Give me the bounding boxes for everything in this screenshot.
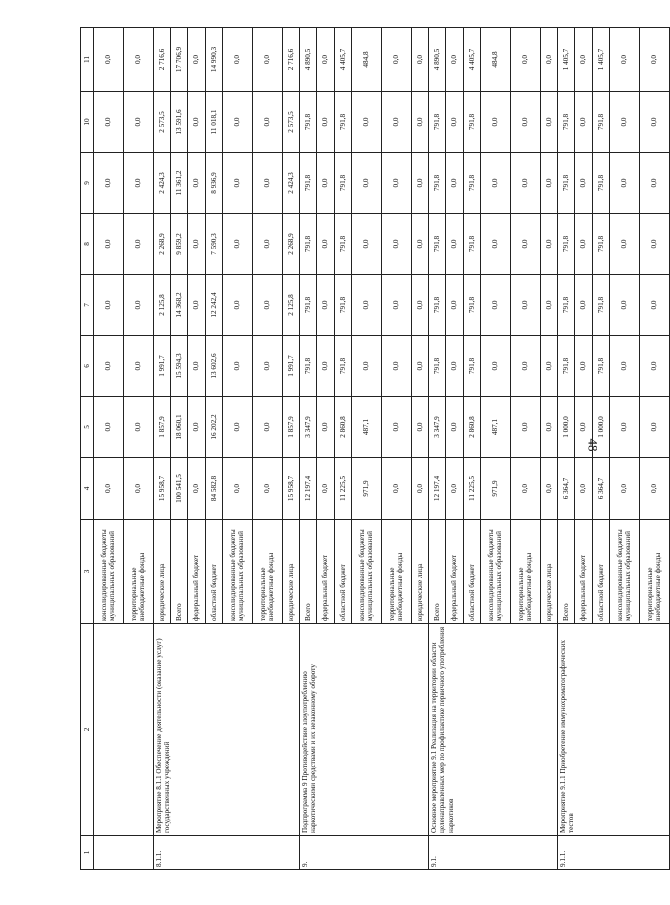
value-cell: 0,0 — [575, 458, 592, 520]
funding-source-cell: консолидированные бюджеты муниципальных образований — [351, 520, 381, 624]
value-cell: 0,0 — [317, 275, 334, 336]
value-cell: 0,0 — [411, 153, 428, 214]
value-cell: 16 202,2 — [205, 397, 222, 458]
value-cell: 791,8 — [558, 92, 575, 153]
funding-source-cell: федеральный бюджет — [317, 520, 334, 624]
header-cell: 3 — [81, 520, 94, 624]
value-cell: 0,0 — [446, 214, 463, 275]
header-cell: 7 — [81, 275, 94, 336]
funding-source-cell: юридические лица — [540, 520, 557, 624]
value-cell: 0,0 — [480, 153, 510, 214]
value-cell: 1 857,9 — [153, 397, 170, 458]
value-cell: 0,0 — [351, 153, 381, 214]
value-cell: 4 405,7 — [463, 28, 480, 92]
name-cell: Мероприятие 8.1.1 Обеспечение деятельности (оказание услуг) государственных учреждений — [153, 624, 299, 836]
value-cell: 0,0 — [510, 458, 540, 520]
value-cell: 0,0 — [609, 214, 639, 275]
value-cell: 12 242,4 — [205, 275, 222, 336]
value-cell: 0,0 — [381, 458, 411, 520]
value-cell: 0,0 — [446, 336, 463, 397]
value-cell: 0,0 — [351, 92, 381, 153]
value-cell: 0,0 — [381, 214, 411, 275]
funding-source-cell: территориальные внебюджетные фонды — [639, 520, 669, 624]
value-cell: 0,0 — [123, 153, 153, 214]
value-cell: 0,0 — [222, 336, 252, 397]
value-cell: 3 347,9 — [429, 397, 446, 458]
header-cell: 5 — [81, 397, 94, 458]
value-cell: 1 405,7 — [558, 28, 575, 92]
value-cell: 791,8 — [429, 336, 446, 397]
value-cell: 0,0 — [411, 92, 428, 153]
value-cell: 791,8 — [463, 92, 480, 153]
value-cell: 17 706,9 — [171, 28, 188, 92]
value-cell: 0,0 — [639, 397, 669, 458]
value-cell: 0,0 — [575, 214, 592, 275]
value-cell: 0,0 — [222, 28, 252, 92]
value-cell: 12 197,4 — [300, 458, 317, 520]
value-cell: 4 405,7 — [334, 28, 351, 92]
funding-source-cell: областной бюджет — [463, 520, 480, 624]
header-cell: 1 — [81, 836, 94, 870]
value-cell: 791,8 — [429, 275, 446, 336]
funding-source-cell: юридические лица — [411, 520, 428, 624]
index-cell: 9.1.1. — [558, 836, 670, 870]
value-cell: 0,0 — [446, 397, 463, 458]
value-cell: 0,0 — [351, 336, 381, 397]
value-cell: 0,0 — [540, 214, 557, 275]
value-cell: 0,0 — [609, 397, 639, 458]
value-cell: 9 859,2 — [171, 214, 188, 275]
value-cell: 0,0 — [381, 153, 411, 214]
value-cell: 2 573,5 — [282, 92, 299, 153]
value-cell: 0,0 — [639, 214, 669, 275]
value-cell: 0,0 — [540, 153, 557, 214]
value-cell: 0,0 — [540, 28, 557, 92]
value-cell: 791,8 — [463, 336, 480, 397]
value-cell: 0,0 — [381, 336, 411, 397]
value-cell: 0,0 — [446, 28, 463, 92]
value-cell: 2 860,8 — [463, 397, 480, 458]
table-row — [94, 28, 124, 870]
value-cell: 6 364,7 — [558, 458, 575, 520]
value-cell: 84 582,8 — [205, 458, 222, 520]
value-cell: 791,8 — [558, 336, 575, 397]
value-cell: 0,0 — [123, 397, 153, 458]
value-cell: 0,0 — [609, 153, 639, 214]
value-cell: 0,0 — [411, 458, 428, 520]
value-cell: 0,0 — [540, 92, 557, 153]
funding-source-cell: юридические лица — [282, 520, 299, 624]
table-row — [300, 28, 317, 870]
value-cell: 791,8 — [334, 336, 351, 397]
value-cell: 0,0 — [381, 92, 411, 153]
index-cell: 8.1.1. — [153, 836, 299, 870]
value-cell: 0,0 — [123, 28, 153, 92]
value-cell: 0,0 — [510, 336, 540, 397]
value-cell: 0,0 — [94, 336, 124, 397]
value-cell: 0,0 — [317, 397, 334, 458]
header-cell: 4 — [81, 458, 94, 520]
value-cell: 791,8 — [463, 153, 480, 214]
funding-source-cell: территориальные внебюджетные фонды — [381, 520, 411, 624]
value-cell: 2 860,8 — [334, 397, 351, 458]
value-cell: 0,0 — [609, 275, 639, 336]
value-cell: 0,0 — [94, 458, 124, 520]
value-cell: 0,0 — [94, 397, 124, 458]
value-cell: 0,0 — [510, 397, 540, 458]
value-cell: 0,0 — [510, 153, 540, 214]
value-cell: 791,8 — [592, 214, 609, 275]
value-cell: 0,0 — [510, 92, 540, 153]
value-cell: 0,0 — [575, 336, 592, 397]
header-cell: 9 — [81, 153, 94, 214]
value-cell: 4 890,5 — [300, 28, 317, 92]
value-cell: 0,0 — [609, 336, 639, 397]
value-cell: 8 936,9 — [205, 153, 222, 214]
funding-source-cell: федеральный бюджет — [188, 520, 205, 624]
value-cell: 0,0 — [351, 214, 381, 275]
value-cell: 0,0 — [480, 92, 510, 153]
funding-source-cell: консолидированные бюджеты муниципальных образований — [222, 520, 252, 624]
value-cell: 14 990,3 — [205, 28, 222, 92]
value-cell: 791,8 — [592, 275, 609, 336]
value-cell: 2 716,6 — [153, 28, 170, 92]
value-cell: 791,8 — [334, 214, 351, 275]
value-cell: 0,0 — [381, 275, 411, 336]
value-cell: 14 368,2 — [171, 275, 188, 336]
value-cell: 0,0 — [639, 336, 669, 397]
value-cell: 791,8 — [300, 92, 317, 153]
funding-source-cell: территориальные внебюджетные фонды — [123, 520, 153, 624]
value-cell: 0,0 — [317, 336, 334, 397]
value-cell: 11 361,2 — [171, 153, 188, 214]
value-cell: 0,0 — [510, 214, 540, 275]
value-cell: 0,0 — [609, 28, 639, 92]
value-cell: 0,0 — [252, 214, 282, 275]
value-cell: 0,0 — [252, 92, 282, 153]
value-cell: 15 958,7 — [282, 458, 299, 520]
name-cell: Основное мероприятие 9.1 Реализация на территории области целенаправленных мер по профилактике первичного употребления наркотиков — [429, 624, 558, 836]
funding-source-cell: юридические лица — [153, 520, 170, 624]
value-cell: 0,0 — [222, 214, 252, 275]
value-cell: 971,9 — [351, 458, 381, 520]
value-cell: 791,8 — [334, 153, 351, 214]
funding-source-cell: консолидированные бюджеты муниципальных образований — [480, 520, 510, 624]
value-cell: 0,0 — [222, 153, 252, 214]
value-cell: 791,8 — [463, 275, 480, 336]
value-cell: 791,8 — [429, 214, 446, 275]
value-cell: 1 000,0 — [558, 397, 575, 458]
value-cell: 0,0 — [123, 336, 153, 397]
value-cell: 0,0 — [540, 336, 557, 397]
value-cell: 484,8 — [480, 28, 510, 92]
value-cell: 1 405,7 — [592, 28, 609, 92]
value-cell: 0,0 — [575, 28, 592, 92]
value-cell: 0,0 — [252, 336, 282, 397]
funding-source-cell: Всего — [300, 520, 317, 624]
value-cell: 0,0 — [540, 458, 557, 520]
value-cell: 2 125,8 — [153, 275, 170, 336]
value-cell: 0,0 — [446, 275, 463, 336]
value-cell: 0,0 — [446, 153, 463, 214]
funding-source-cell: территориальные внебюджетные фонды — [252, 520, 282, 624]
value-cell: 0,0 — [446, 92, 463, 153]
index-cell: 9. — [300, 836, 429, 870]
value-cell: 0,0 — [540, 397, 557, 458]
value-cell: 3 347,9 — [300, 397, 317, 458]
value-cell: 0,0 — [575, 92, 592, 153]
value-cell: 791,8 — [334, 275, 351, 336]
value-cell: 0,0 — [639, 153, 669, 214]
value-cell: 0,0 — [575, 153, 592, 214]
value-cell: 100 541,5 — [171, 458, 188, 520]
value-cell: 0,0 — [188, 458, 205, 520]
value-cell: 1 000,0 — [592, 397, 609, 458]
value-cell: 0,0 — [188, 28, 205, 92]
value-cell: 0,0 — [317, 28, 334, 92]
value-cell: 791,8 — [300, 336, 317, 397]
value-cell: 0,0 — [123, 214, 153, 275]
value-cell: 0,0 — [540, 275, 557, 336]
funding-source-cell: федеральный бюджет — [446, 520, 463, 624]
value-cell: 0,0 — [381, 397, 411, 458]
value-cell: 0,0 — [639, 458, 669, 520]
funding-source-cell: Всего — [429, 520, 446, 624]
value-cell: 791,8 — [558, 153, 575, 214]
value-cell: 0,0 — [188, 214, 205, 275]
value-cell: 0,0 — [411, 28, 428, 92]
value-cell: 791,8 — [334, 92, 351, 153]
value-cell: 0,0 — [480, 214, 510, 275]
value-cell: 791,8 — [592, 92, 609, 153]
value-cell: 0,0 — [94, 275, 124, 336]
value-cell: 0,0 — [317, 153, 334, 214]
value-cell: 791,8 — [300, 275, 317, 336]
value-cell: 11 225,5 — [463, 458, 480, 520]
value-cell: 2 125,8 — [282, 275, 299, 336]
value-cell: 0,0 — [94, 28, 124, 92]
value-cell: 13 591,6 — [171, 92, 188, 153]
value-cell: 0,0 — [123, 275, 153, 336]
table-row — [429, 28, 446, 870]
header-cell: 11 — [81, 28, 94, 92]
value-cell: 0,0 — [252, 153, 282, 214]
value-cell: 0,0 — [252, 275, 282, 336]
index-cell — [94, 836, 154, 870]
value-cell: 0,0 — [94, 92, 124, 153]
name-cell: Подпрограмма 9 Противодействие злоупотреблению наркотическими средствами и их незаконному обороту — [300, 624, 429, 836]
value-cell: 791,8 — [558, 214, 575, 275]
value-cell: 0,0 — [188, 336, 205, 397]
value-cell: 0,0 — [609, 458, 639, 520]
value-cell: 0,0 — [411, 214, 428, 275]
value-cell: 1 991,7 — [153, 336, 170, 397]
value-cell: 791,8 — [463, 214, 480, 275]
value-cell: 0,0 — [411, 336, 428, 397]
header-row — [81, 28, 94, 870]
value-cell: 0,0 — [609, 92, 639, 153]
value-cell: 0,0 — [317, 458, 334, 520]
value-cell: 0,0 — [188, 92, 205, 153]
value-cell: 15 958,7 — [153, 458, 170, 520]
value-cell: 791,8 — [592, 153, 609, 214]
table-row — [153, 28, 170, 870]
value-cell: 0,0 — [351, 275, 381, 336]
funding-source-cell: областной бюджет — [205, 520, 222, 624]
value-cell: 0,0 — [123, 458, 153, 520]
value-cell: 18 060,1 — [171, 397, 188, 458]
value-cell: 0,0 — [252, 397, 282, 458]
header-cell: 2 — [81, 624, 94, 836]
funding-source-cell: территориальные внебюджетные фонды — [510, 520, 540, 624]
header-cell: 8 — [81, 214, 94, 275]
value-cell: 971,9 — [480, 458, 510, 520]
value-cell: 2 716,6 — [282, 28, 299, 92]
funding-source-cell: федеральный бюджет — [575, 520, 592, 624]
value-cell: 791,8 — [300, 214, 317, 275]
table-row — [558, 28, 575, 870]
value-cell: 12 197,4 — [429, 458, 446, 520]
rotated-table-container — [80, 28, 670, 870]
value-cell: 2 424,3 — [153, 153, 170, 214]
value-cell: 0,0 — [575, 397, 592, 458]
value-cell: 791,8 — [429, 92, 446, 153]
value-cell: 0,0 — [317, 214, 334, 275]
value-cell: 1 857,9 — [282, 397, 299, 458]
value-cell: 791,8 — [592, 336, 609, 397]
value-cell: 0,0 — [639, 275, 669, 336]
value-cell: 0,0 — [94, 153, 124, 214]
name-cell — [94, 624, 154, 836]
value-cell: 0,0 — [94, 214, 124, 275]
header-cell: 6 — [81, 336, 94, 397]
value-cell: 0,0 — [575, 275, 592, 336]
page-number: 48 — [585, 438, 601, 452]
value-cell: 0,0 — [480, 336, 510, 397]
value-cell: 0,0 — [188, 397, 205, 458]
value-cell: 0,0 — [446, 458, 463, 520]
value-cell: 0,0 — [480, 275, 510, 336]
value-cell: 791,8 — [300, 153, 317, 214]
funding-source-cell: областной бюджет — [334, 520, 351, 624]
index-cell: 9.1. — [429, 836, 558, 870]
value-cell: 2 573,5 — [153, 92, 170, 153]
funding-source-cell: Всего — [171, 520, 188, 624]
value-cell: 0,0 — [222, 458, 252, 520]
value-cell: 0,0 — [411, 275, 428, 336]
value-cell: 0,0 — [222, 397, 252, 458]
value-cell: 0,0 — [188, 275, 205, 336]
value-cell: 11 225,5 — [334, 458, 351, 520]
header-cell: 10 — [81, 92, 94, 153]
value-cell: 0,0 — [222, 92, 252, 153]
funding-source-cell: областной бюджет — [592, 520, 609, 624]
value-cell: 0,0 — [222, 275, 252, 336]
value-cell: 0,0 — [123, 92, 153, 153]
value-cell: 7 590,3 — [205, 214, 222, 275]
value-cell: 2 424,3 — [282, 153, 299, 214]
value-cell: 487,1 — [351, 397, 381, 458]
value-cell: 11 018,1 — [205, 92, 222, 153]
value-cell: 0,0 — [639, 28, 669, 92]
value-cell: 791,8 — [558, 275, 575, 336]
value-cell: 1 991,7 — [282, 336, 299, 397]
value-cell: 791,8 — [429, 153, 446, 214]
value-cell: 2 268,9 — [282, 214, 299, 275]
value-cell: 0,0 — [639, 92, 669, 153]
value-cell: 13 602,6 — [205, 336, 222, 397]
value-cell: 484,8 — [351, 28, 381, 92]
value-cell: 2 268,9 — [153, 214, 170, 275]
value-cell: 4 890,5 — [429, 28, 446, 92]
funding-source-cell: консолидированные бюджеты муниципальных образований — [94, 520, 124, 624]
funding-source-cell: консолидированные бюджеты муниципальных образований — [609, 520, 639, 624]
value-cell: 0,0 — [510, 28, 540, 92]
value-cell: 487,1 — [480, 397, 510, 458]
value-cell: 0,0 — [252, 458, 282, 520]
value-cell: 0,0 — [317, 92, 334, 153]
name-cell: Мероприятие 9.1.1 Приобретение иммунохроматографических тестов — [558, 624, 670, 836]
value-cell: 0,0 — [188, 153, 205, 214]
value-cell: 0,0 — [252, 28, 282, 92]
value-cell: 15 594,3 — [171, 336, 188, 397]
funding-source-cell: Всего — [558, 520, 575, 624]
funding-table — [80, 27, 670, 870]
value-cell: 0,0 — [411, 397, 428, 458]
value-cell: 0,0 — [510, 275, 540, 336]
value-cell: 6 364,7 — [592, 458, 609, 520]
value-cell: 0,0 — [381, 28, 411, 92]
